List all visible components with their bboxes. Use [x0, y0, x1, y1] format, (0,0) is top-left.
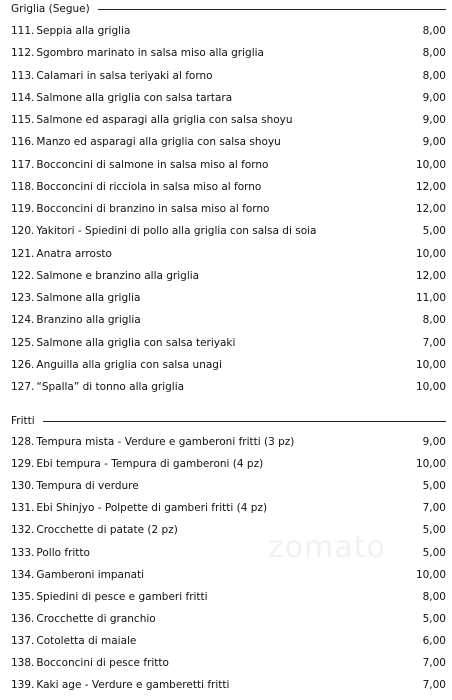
- menu-item: [11, 42, 446, 64]
- item-name: Anguilla alla griglia con salsa unagi: [36, 358, 222, 371]
- menu-item: [11, 65, 446, 87]
- item-price: 8,00: [422, 314, 446, 327]
- item-price: 8,00: [422, 69, 446, 82]
- item-name: Salmone alla griglia con salsa tartara: [36, 91, 233, 104]
- item-name: Manzo ed asparagi alla griglia con salsa shoyu: [36, 136, 281, 149]
- item-number: 138.: [11, 656, 35, 669]
- item-name: Salmone ed asparagi alla griglia con salsa shoyu: [36, 114, 293, 127]
- item-name: Ebi Shinjyo - Polpette di gamberi fritti (4 pz): [36, 502, 268, 515]
- item-name: Branzino alla griglia: [36, 314, 141, 327]
- item-price: 9,00: [422, 436, 446, 449]
- menu-item: [11, 354, 446, 376]
- item-name: Yakitori - Spiedini di pollo alla griglia con salsa di soia: [36, 225, 317, 238]
- item-price: 12,00: [415, 269, 446, 282]
- item-name: Tempura di verdure: [36, 480, 139, 493]
- section-header-fritti: [11, 414, 446, 428]
- item-number: 117.: [11, 158, 35, 171]
- item-price: 8,00: [422, 590, 446, 603]
- item-number: 130.: [11, 480, 35, 493]
- menu-item: [11, 154, 446, 176]
- item-number: 115.: [11, 114, 35, 127]
- item-price: 7,00: [422, 502, 446, 515]
- item-number: 123.: [11, 292, 35, 305]
- menu-item: [11, 541, 446, 563]
- item-number: 133.: [11, 546, 35, 559]
- menu-item: [11, 652, 446, 674]
- menu-item: [11, 608, 446, 630]
- item-name: Bocconcini di pesce fritto: [36, 656, 169, 669]
- item-price: 5,00: [422, 480, 446, 493]
- menu-item: [11, 265, 446, 287]
- item-price: 9,00: [422, 114, 446, 127]
- item-price: 12,00: [415, 180, 446, 193]
- item-number: 135.: [11, 590, 35, 603]
- section-title: Griglia (Segue): [11, 3, 90, 15]
- item-name: Cotoletta di maiale: [36, 634, 137, 647]
- item-number: 116.: [11, 136, 35, 149]
- menu-item: [11, 87, 446, 109]
- menu-item: [11, 475, 446, 497]
- menu-item: [11, 332, 446, 354]
- menu-item: [11, 431, 446, 453]
- item-price: 10,00: [415, 358, 446, 371]
- item-price: 12,00: [415, 203, 446, 216]
- item-number: 120.: [11, 225, 35, 238]
- item-price: 7,00: [422, 679, 446, 692]
- item-name: Tempura mista - Verdure e gamberoni fritti (3 pz): [36, 436, 295, 449]
- item-number: 121.: [11, 247, 35, 260]
- menu-item: [11, 176, 446, 198]
- item-number: 112.: [11, 47, 35, 60]
- item-name: Kaki age - Verdure e gamberetti fritti: [36, 679, 230, 692]
- section-title: Fritti: [11, 415, 35, 427]
- item-price: 11,00: [415, 292, 446, 305]
- item-price: 9,00: [422, 136, 446, 149]
- menu-item: [11, 287, 446, 309]
- item-name: “Spalla” di tonno alla griglia: [36, 381, 185, 394]
- item-price: 7,00: [422, 656, 446, 669]
- item-price: 10,00: [415, 381, 446, 394]
- item-number: 134.: [11, 568, 35, 581]
- item-name: Bocconcini di branzino in salsa miso al forno: [36, 203, 270, 216]
- item-number: 132.: [11, 524, 35, 537]
- item-name: Gamberoni impanati: [36, 568, 145, 581]
- item-price: 6,00: [422, 634, 446, 647]
- menu-item: [11, 309, 446, 331]
- item-price: 8,00: [422, 25, 446, 38]
- item-number: 122.: [11, 269, 35, 282]
- item-price: 5,00: [422, 612, 446, 625]
- item-number: 114.: [11, 91, 35, 104]
- item-price: 10,00: [415, 458, 446, 471]
- menu-item: [11, 109, 446, 131]
- item-number: 113.: [11, 69, 35, 82]
- item-price: 7,00: [422, 336, 446, 349]
- menu-list-fritti: [11, 431, 446, 696]
- watermark-logo: zomato: [268, 530, 386, 565]
- item-number: 126.: [11, 358, 35, 371]
- item-name: Crocchette di granchio: [36, 612, 156, 625]
- menu-item: [11, 497, 446, 519]
- item-price: 10,00: [415, 158, 446, 171]
- item-name: Ebi tempura - Tempura di gamberoni (4 pz): [36, 458, 264, 471]
- item-price: 5,00: [422, 524, 446, 537]
- item-number: 111.: [11, 25, 35, 38]
- section-divider: [98, 9, 446, 10]
- item-number: 119.: [11, 203, 35, 216]
- section-divider: [43, 421, 446, 422]
- item-price: 10,00: [415, 568, 446, 581]
- item-name: Sgombro marinato in salsa miso alla griglia: [36, 47, 264, 60]
- item-number: 139.: [11, 679, 35, 692]
- menu-item: [11, 586, 446, 608]
- item-name: Pollo fritto: [36, 546, 90, 559]
- item-number: 124.: [11, 314, 35, 327]
- menu-item: [11, 376, 446, 398]
- item-price: 5,00: [422, 546, 446, 559]
- item-number: 125.: [11, 336, 35, 349]
- menu-item: [11, 131, 446, 153]
- item-number: 128.: [11, 436, 35, 449]
- menu-item: [11, 630, 446, 652]
- menu-item: [11, 674, 446, 696]
- item-name: Salmone alla griglia: [36, 292, 141, 305]
- item-name: Salmone alla griglia con salsa teriyaki: [36, 336, 236, 349]
- menu-item: [11, 198, 446, 220]
- item-number: 136.: [11, 612, 35, 625]
- item-price: 8,00: [422, 47, 446, 60]
- item-name: Anatra arrosto: [36, 247, 112, 260]
- section-header-griglia: [11, 2, 446, 16]
- menu-item: [11, 243, 446, 265]
- item-number: 131.: [11, 502, 35, 515]
- menu-item: [11, 453, 446, 475]
- item-number: 129.: [11, 458, 35, 471]
- item-name: Salmone e branzino alla griglia: [36, 269, 200, 282]
- item-name: Crocchette di patate (2 pz): [36, 524, 178, 537]
- menu-item: [11, 519, 446, 541]
- menu-list-griglia: [11, 20, 446, 398]
- item-number: 137.: [11, 634, 35, 647]
- item-price: 5,00: [422, 225, 446, 238]
- menu-item: [11, 220, 446, 242]
- menu-item: [11, 564, 446, 586]
- menu-item: [11, 20, 446, 42]
- item-name: Seppia alla griglia: [36, 25, 131, 38]
- item-number: 127.: [11, 381, 35, 394]
- item-name: Bocconcini di ricciola in salsa miso al forno: [36, 180, 262, 193]
- item-price: 9,00: [422, 91, 446, 104]
- item-name: Spiedini di pesce e gamberi fritti: [36, 590, 208, 603]
- item-price: 10,00: [415, 247, 446, 260]
- item-number: 118.: [11, 180, 35, 193]
- item-name: Calamari in salsa teriyaki al forno: [36, 69, 213, 82]
- item-name: Bocconcini di salmone in salsa miso al forno: [36, 158, 269, 171]
